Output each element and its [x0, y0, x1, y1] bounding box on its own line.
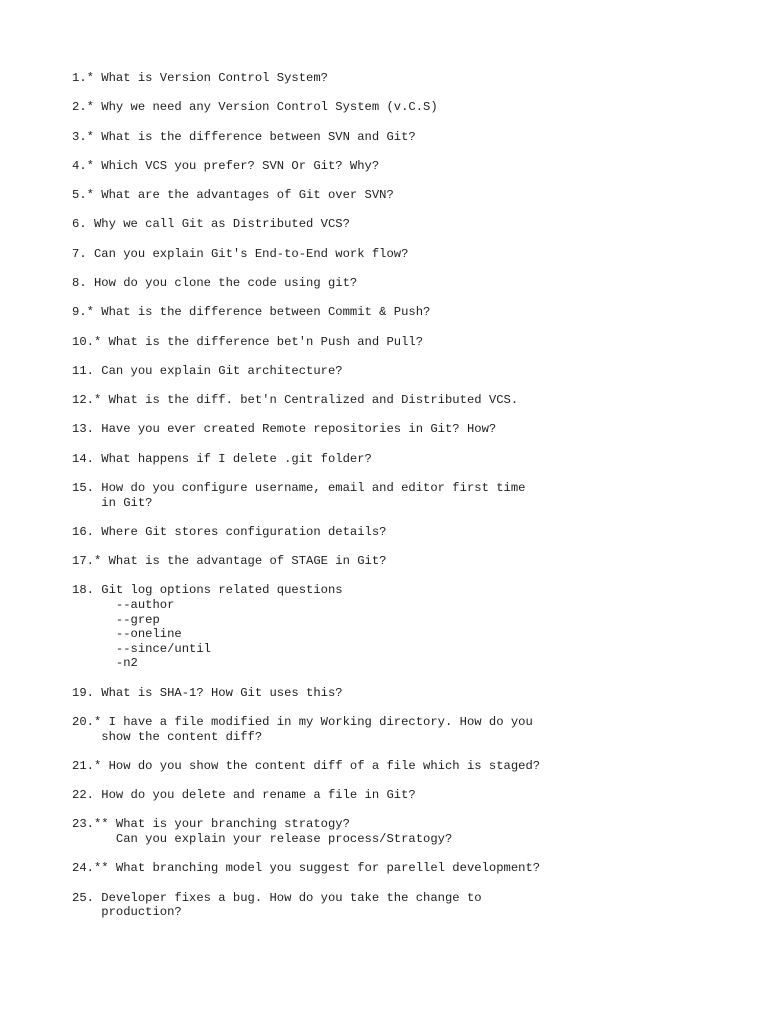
- question-text-line: 10.* What is the difference bet'n Push and Pull?: [72, 334, 424, 349]
- question-text-line: 5.* What are the advantages of Git over SVN?: [72, 188, 394, 203]
- question-text-line: 15. How do you configure username, email and editor first time: [72, 480, 526, 495]
- question-text-line: 16. Where Git stores configuration details?: [72, 524, 387, 539]
- question-text-line: 23.** What is your branching stratogy?: [72, 817, 350, 832]
- question-item: [72, 393, 752, 408]
- question-item: [72, 188, 752, 203]
- question-text-line: 12.* What is the diff. bet'n Centralized and Distributed VCS.: [72, 393, 519, 408]
- question-item: [72, 715, 752, 744]
- question-text-line: 20.* I have a file modified in my Working directory. How do you: [72, 714, 533, 729]
- question-text-line: 6. Why we call Git as Distributed VCS?: [72, 217, 350, 232]
- question-item: [72, 71, 752, 86]
- question-item: [72, 759, 752, 774]
- question-item: [72, 481, 752, 510]
- question-item: [72, 817, 752, 846]
- question-item: [72, 554, 752, 569]
- question-text-line: 17.* What is the advantage of STAGE in Git?: [72, 554, 387, 569]
- question-text-line: 14. What happens if I delete .git folder?: [72, 451, 372, 466]
- question-item: [72, 335, 752, 350]
- question-text-line: 3.* What is the difference between SVN and Git?: [72, 129, 416, 144]
- question-text-line: 25. Developer fixes a bug. How do you take the change to: [72, 890, 482, 905]
- question-text-line: --since/until: [72, 641, 211, 656]
- question-item: [72, 276, 752, 291]
- question-text-line: 7. Can you explain Git's End-to-End work flow?: [72, 246, 409, 261]
- question-item: [72, 247, 752, 262]
- question-text-line: show the content diff?: [72, 729, 263, 744]
- question-text-line: --author: [72, 597, 175, 612]
- question-item: [72, 861, 752, 876]
- question-text-line: 13. Have you ever created Remote repositories in Git? How?: [72, 422, 497, 437]
- question-text-line: 1.* What is Version Control System?: [72, 71, 328, 85]
- question-item: [72, 583, 752, 671]
- question-item: [72, 525, 752, 540]
- question-text-line: 2.* Why we need any Version Control System (v.C.S): [72, 100, 438, 115]
- question-text-line: 22. How do you delete and rename a file in Git?: [72, 788, 416, 803]
- question-item: [72, 452, 752, 467]
- question-item: [72, 686, 752, 701]
- question-text-line: --oneline: [72, 627, 182, 642]
- question-item: [72, 217, 752, 232]
- question-item: [72, 305, 752, 320]
- question-text-line: Can you explain your release process/Stratogy?: [72, 831, 453, 846]
- question-text-line: --grep: [72, 612, 160, 627]
- question-text-line: 8. How do you clone the code using git?: [72, 275, 358, 290]
- question-item: [72, 159, 752, 174]
- question-text-line: 4.* Which VCS you prefer? SVN Or Git? Why?: [72, 158, 380, 173]
- question-text-line: in Git?: [72, 495, 153, 510]
- question-item: [72, 422, 752, 437]
- question-item: [72, 100, 752, 115]
- question-item: [72, 891, 752, 920]
- question-item: [72, 130, 752, 145]
- question-item: [72, 364, 752, 379]
- question-list: [72, 71, 752, 934]
- question-text-line: 18. Git log options related questions: [72, 583, 343, 598]
- question-text-line: production?: [72, 905, 182, 920]
- question-item: [72, 788, 752, 803]
- question-text-line: 11. Can you explain Git architecture?: [72, 363, 343, 378]
- question-text-line: 24.** What branching model you suggest for parellel development?: [72, 861, 541, 876]
- question-text-line: 9.* What is the difference between Commit & Push?: [72, 305, 431, 320]
- question-text-line: 19. What is SHA-1? How Git uses this?: [72, 685, 343, 700]
- question-text-line: -n2: [72, 656, 138, 671]
- question-text-line: 21.* How do you show the content diff of a file which is staged?: [72, 758, 541, 773]
